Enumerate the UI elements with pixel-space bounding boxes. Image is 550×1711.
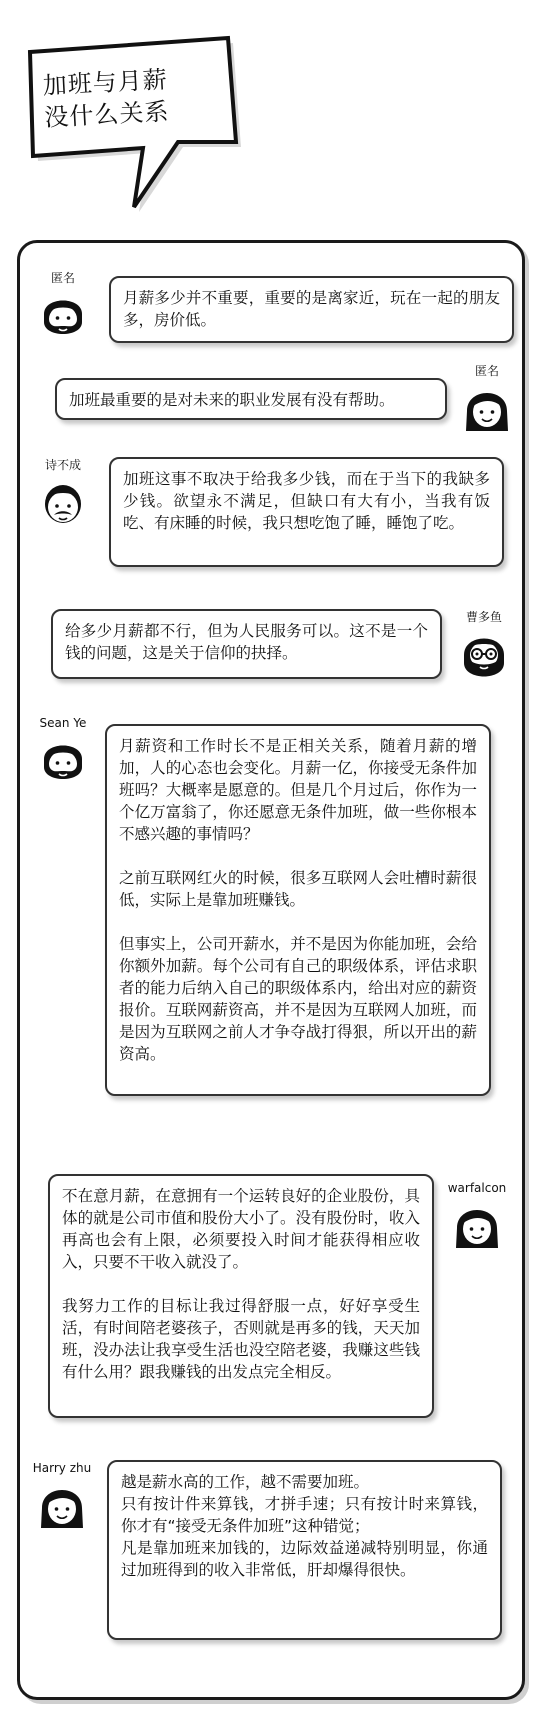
comment-3-user — [23, 457, 103, 529]
male-beard-icon — [36, 288, 90, 342]
comment-5-username: Sean Ye — [39, 716, 87, 730]
comment-1-bubble — [109, 276, 514, 343]
comment-5-text-1: 月薪资和工作时长不是正相关关系，随着月薪的增加，人的心态也会变化。月薪一亿，你接受无条件加班吗？大概率是愿意的。但是几个月过后，你作为一个亿万富翁了，你还愿意无条件加班，做一些你根本不感兴趣的事情吗？ — [119, 737, 477, 843]
male-glasses-beard-icon — [457, 627, 511, 681]
comment-3-bubble — [109, 457, 504, 567]
title-line-1: 加班与月薪 — [42, 65, 169, 100]
comment-2-username: 匿名 — [474, 364, 499, 378]
comment-7-bubble — [107, 1460, 502, 1640]
male-mustache-icon — [36, 475, 90, 529]
comment-6-username: warfalcon — [447, 1181, 507, 1195]
comment-3-text: 加班这事不取决于给我多少钱，而在于当下的我缺多少钱。欲望永不满足，但缺口有大有小，当我有饭吃、有床睡的时候，我只想吃饱了睡，睡饱了吃。 — [123, 470, 490, 532]
comment-6-text-1: 不在意月薪，在意拥有一个运转良好的企业股份，具体的就是公司市值和股份大小了。没有股份时，收入再高也会有上限，必须要投入时间才能获得相应收入，只要不干收入就没了。 — [62, 1187, 420, 1271]
comment-6-bubble — [48, 1174, 434, 1418]
comment-2-text: 加班最重要的是对未来的职业发展有没有帮助。 — [69, 391, 395, 409]
comment-4-bubble — [51, 609, 442, 679]
comment-1-username: 匿名 — [50, 271, 75, 285]
title-line-2: 没什么关系 — [43, 97, 171, 132]
comment-2-user — [447, 363, 527, 435]
comment-5-bubble — [105, 724, 491, 1096]
male-beard-icon — [36, 733, 90, 787]
female-icon — [35, 1478, 89, 1532]
comment-4-user — [444, 609, 524, 681]
female-icon — [460, 381, 514, 435]
comment-1-user — [23, 270, 103, 342]
comment-5-text-3: 但事实上，公司开薪水，并不是因为你能加班，会给你额外加薪。每个公司有自己的职级体系，评估求职者的能力后纳入自己的职级体系内，给出对应的薪资报价。互联网薪资高，并不是因为互联网人加班，而是因为互联网之前人才争夺战打得狠，所以开出的薪资高。 — [119, 935, 477, 1063]
comment-4-text: 给多少月薪都不行，但为人民服务可以。这不是一个钱的问题，这是关于信仰的抉择。 — [65, 622, 428, 662]
comment-1-text: 月薪多少并不重要，重要的是离家近，玩在一起的朋友多，房价低。 — [123, 289, 500, 329]
comment-6-text-2: 我努力工作的目标让我过得舒服一点，好好享受生活，有时间陪老婆孩子，否则就是再多的钱，天天加班，没办法让我享受生活也没空陪老婆，我赚这些钱有什么用？跟我赚钱的出发点完全相反。 — [62, 1297, 420, 1381]
comment-5-user — [23, 715, 103, 787]
comment-7-text: 越是薪水高的工作，越不需要加班。 只有按计件来算钱，才拼手速；只有按计时来算钱，你才有“接受无条件加班”这种错觉； 凡是靠加班来加钱的，边际效益递减特别明显，你通过加班得到的收入非常低，肝却爆得很快。 — [121, 1473, 488, 1579]
female-icon — [450, 1198, 504, 1252]
comment-3-username: 诗不成 — [44, 458, 81, 472]
comment-2-bubble — [55, 378, 447, 420]
comment-5-text-2: 之前互联网红火的时候，很多互联网人会吐槽时薪很低，实际上是靠加班赚钱。 — [119, 869, 477, 909]
comment-6-user — [437, 1180, 517, 1252]
comment-7-user — [22, 1460, 102, 1532]
comment-7-username: Harry zhu — [32, 1461, 92, 1475]
comment-4-username: 曹多鱼 — [465, 610, 502, 624]
page-title — [42, 60, 235, 134]
